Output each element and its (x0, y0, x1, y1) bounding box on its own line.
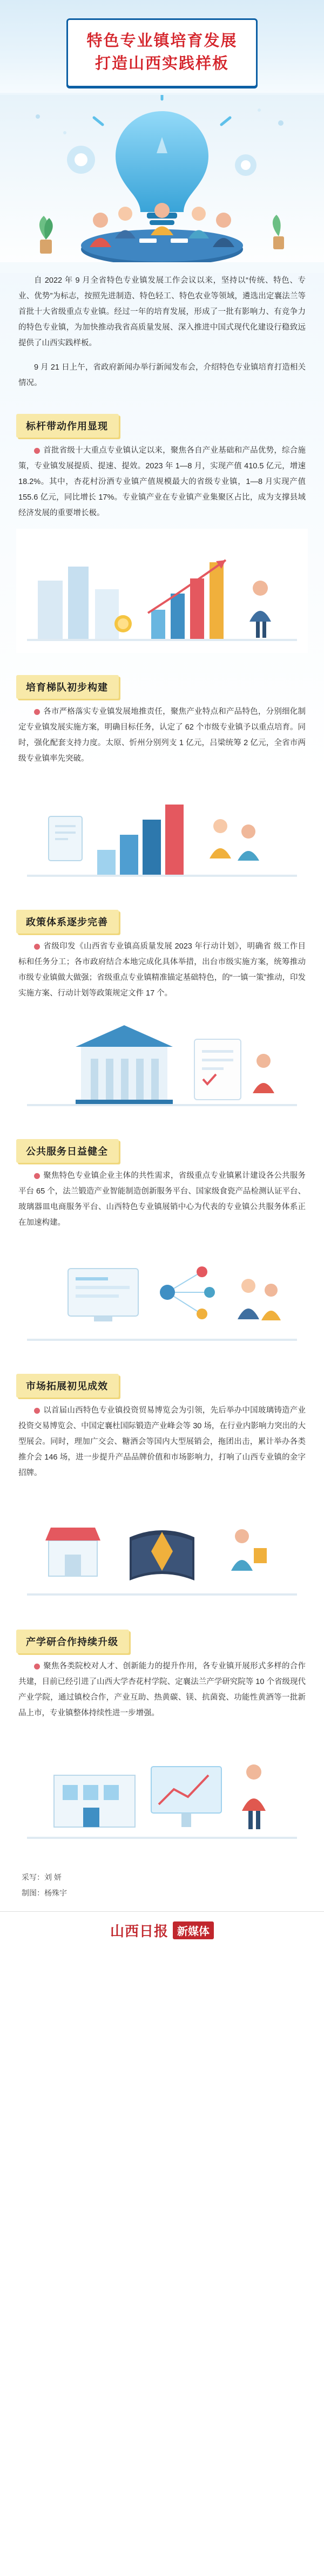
section-5 (0, 1360, 324, 1610)
bullet-dot-icon (34, 1408, 40, 1414)
publisher-name: 山西日报 (110, 1923, 168, 1939)
section-2-text: 各市严格落实专业镇发展地推责任，聚焦产业特点和产品特色，分别细化制定专业镇发展实施方案，明确目标任务，认定了 62 个市级专业镇予以重点培育。同时，强化配套支持力度。太原、忻州分别列支 1 亿元，吕梁统筹 2 亿元，全省市两级专业镇率先突破。 (18, 707, 306, 764)
section-6-heading (16, 1630, 129, 1653)
publisher-logo (110, 1920, 214, 1940)
section-1-heading (16, 414, 119, 438)
section-4 (0, 1125, 324, 1354)
document-icon (49, 816, 82, 861)
shop-icon (45, 1528, 100, 1576)
publisher-badge: 新媒体 (173, 1921, 214, 1939)
hero-illustration (0, 95, 324, 273)
section-4-body (0, 1168, 324, 1231)
bullet-dot-icon (34, 944, 40, 950)
title-block (66, 18, 257, 87)
credit-producer: 制图：杨殊宇 (22, 1889, 67, 1898)
campus-icon (54, 1775, 135, 1827)
credits-block (0, 1870, 324, 1902)
section-5-text: 以首届山西特色专业镇投资贸易博览会为引领，先后举办中国玻璃铸造产业投资交易博览会、中国定襄杜国际锻造产业峰会等 30 场，在行业内影响力突出的大型展会。同时，理加广交会、糖酒会等国内大型展销会，拖团出击，累计举办各类推介会 146 场，进一步提升产品品牌价值和市场影响力，打响了山西专业镇的金字招牌。 (18, 1406, 306, 1478)
section-3-body (0, 939, 324, 1001)
section-3-heading-label: 政策体系逐步完善 (16, 910, 119, 933)
bullet-dot-icon (34, 1173, 40, 1179)
section-1-body (0, 443, 324, 521)
bullet-dot-icon (34, 709, 40, 715)
section-3-text: 省级印发《山西省专业镇高质量发展 2023 年行动计划》，明确省 级工作目标和任务分工；各市政府结合本地完成化具体举措，出台市级实施方案，统筹推动市级专业镇做大做强；省级重点专业镇精准锚定基础特色，的“一镇一策”推动，印发实施方案、行动计划等政策规定文件 17 个。 (18, 942, 306, 998)
section-5-body (0, 1403, 324, 1481)
gear-icon-2 (235, 154, 256, 176)
book-icon (130, 1530, 194, 1580)
section-6-illustration (0, 1729, 324, 1856)
intro-paragraph-2: 9 月 21 日上午，省政府新闻办举行新闻发布会，介绍特色专业镇培育打造相关情况。 (18, 363, 306, 388)
section-5-illustration (0, 1489, 324, 1610)
bullet-dot-icon (34, 1664, 40, 1669)
section-6-heading-label: 产学研合作持续升级 (16, 1630, 129, 1653)
section-2-heading (16, 675, 119, 699)
section-1-heading-label: 标杆带动作用显现 (16, 414, 119, 438)
section-2-illustration (0, 774, 324, 890)
section-2-body (0, 704, 324, 767)
section-1-illustration (0, 529, 324, 656)
coin-icon (114, 615, 132, 632)
section-2-heading-label: 培育梯队初步构建 (16, 675, 119, 699)
screen-icon (68, 1269, 138, 1321)
page-header (0, 0, 324, 93)
section-5-heading-label: 市场拓展初见成效 (16, 1374, 119, 1398)
page-title-line-2: 打造山西实践样板 (94, 55, 229, 73)
section-6-text: 聚焦各类院校对人才、创新能力的提升作用，各专业镇开展形式多样的合作共建，目前已经引进了山西大学杏花村学院、定襄法兰产学研究院等 10 个省级现代产业学院，通过镇校合作，产业互助、热黄碳、镁、抗菌瓷、功能性黄酒等一批新品上市，专业镇整体持续性进一步增强。 (18, 1662, 306, 1718)
section-4-illustration (0, 1238, 324, 1354)
section-4-text: 聚焦特色专业镇企业主体的共性需求，省级重点专业镇累计建设各公共服务平台 65 个，法兰锻造产业智能制造创新服务平台、国家级食瓷产品检测认证平台、玻璃器皿电商服务平台、山西特色专业镇展销中心为代表的专业镇公共服务体系正在加速构建。 (18, 1171, 306, 1228)
checklist-icon (194, 1039, 241, 1100)
credit-editor: 采写：刘 妍 (22, 1873, 62, 1882)
section-4-heading (16, 1139, 119, 1163)
intro-text (0, 273, 324, 391)
section-3-illustration (0, 1009, 324, 1120)
section-4-heading-label: 公共服务日益健全 (16, 1139, 119, 1163)
section-5-heading (16, 1374, 119, 1398)
intro-paragraph-1: 自 2022 年 9 月全省特色专业镇发展工作会议以来，坚持以“传统、特色、专业、优势”为标志，按照先进制造、特色轻工、特色农业等领域，遴选出定襄法兰等首批十大省级重点专业镇。经过一年的培育发展，形成了一批有影响力、有竞争力的特色专业镇，为加快推动我省高质量发展、深入推进中国式现代化建设行稳致远提供了山西实践样板。 (18, 276, 306, 348)
section-6-body (0, 1659, 324, 1721)
bullet-dot-icon (34, 448, 40, 454)
section-2 (0, 661, 324, 890)
section-6 (0, 1616, 324, 1856)
section-3 (0, 896, 324, 1120)
section-1 (0, 400, 324, 656)
page-title-line-1: 特色专业镇培育发展 (86, 32, 238, 50)
section-1-text: 首批省级十大重点专业镇认定以来，聚焦各自产业基础和产品优势，综合施策，专业镇发展提质、提速、提效。2023 年 1—8 月，实现产值 410.5 亿元，增速 18.2%。其中，杏花村汾酒专业镇产值规模最大的省级专业镇，1—8 月实现产值 155.6 亿元，同比增长 17%。专业镇产业在专业镇产业集聚区占比，成为支撑县域经济发展的重要增长极。 (18, 446, 306, 518)
gear-icon (67, 146, 95, 174)
footer-bar (0, 1911, 324, 1954)
section-3-heading (16, 910, 119, 933)
